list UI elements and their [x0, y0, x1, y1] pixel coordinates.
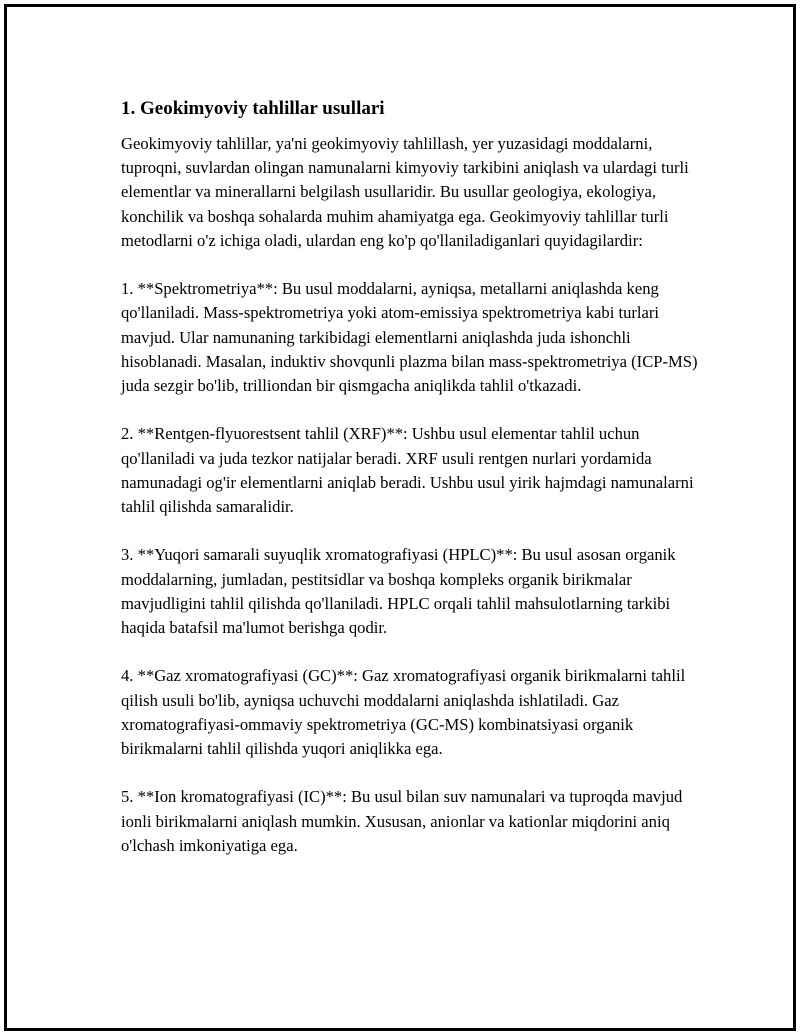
method-xrf-paragraph: 2. **Rentgen-flyuorestsent tahlil (XRF)**: Ushbu usul elementar tahlil uchun qo'llaniladi va juda tezkor natijalar beradi. XRF usuli rentgen nurlari yordamida namunadagi og'ir elementlarni aniqlab beradi. Ushbu usul yirik hajmdagi namunalarni tahlil qilishda samaralidir. — [121, 424, 694, 517]
method-ic-paragraph: 5. **Ion kromatografiyasi (IC)**: Bu usul bilan suv namunalari va tuproqda mavjud ionli birikmalarni aniqlash mumkin. Xususan, anionlar va kationlar miqdorini aniq o'lchash imkoniyatiga ega. — [121, 787, 683, 855]
method-hplc-paragraph: 3. **Yuqori samarali suyuqlik xromatografiyasi (HPLC)**: Bu usul asosan organik moddalarning, jumladan, pestitsidlar va boshqa kompleks organik birikmalar mavjudligini tahlil qilishda qo'llaniladi. HPLC orqali tahlil mahsulotlarning tarkibi haqida batafsil ma'lumot berishga qodir. — [121, 545, 676, 638]
intro-paragraph: Geokimyoviy tahlillar, ya'ni geokimyoviy tahlillash, yer yuzasidagi moddalarni, tuproqni, suvlardan olingan namunalarni kimyoviy tarkibini aniqlash va ulardagi turli elementlar va minerallarni belgilash usullaridir. Bu usullar geologiya, ekologiya, konchilik va boshqa sohalarda muhim ahamiyatga ega. Geokimyoviy tahlillar turli metodlarni o'z ichiga oladi, ulardan eng ko'p qo'llaniladiganlari quyidagilardir: — [121, 134, 689, 250]
page-frame — [4, 4, 796, 1031]
section-heading: 1. Geokimyoviy tahlillar usullari — [121, 98, 385, 119]
method-spectrometry-paragraph: 1. **Spektrometriya**: Bu usul moddalarni, ayniqsa, metallarni aniqlashda keng qo'llaniladi. Mass-spektrometriya yoki atom-emissiya spektrometriya kabi turlari mavjud. Ular namunaning tarkibidagi elementlarni aniqlashda juda ishonchli hisoblanadi. Masalan, induktiv shovqunli plazma bilan mass-spektrometriya (ICP-MS) juda sezgir bo'lib, trilliondan bir qismgacha aniqlikda tahlil o'tkazadi. — [121, 279, 698, 396]
method-gc-paragraph: 4. **Gaz xromatografiyasi (GC)**: Gaz xromatografiyasi organik birikmalarni tahlil qilish usuli bo'lib, ayniqsa uchuvchi moddalarni aniqlashda ishlatiladi. Gaz xromatografiyasi-ommaviy spektrometriya (GC-MS) kombinatsiyasi organik birikmalarni tahlil qilishda yuqori aniqlikka ega. — [121, 666, 686, 759]
document-body — [121, 97, 706, 882]
